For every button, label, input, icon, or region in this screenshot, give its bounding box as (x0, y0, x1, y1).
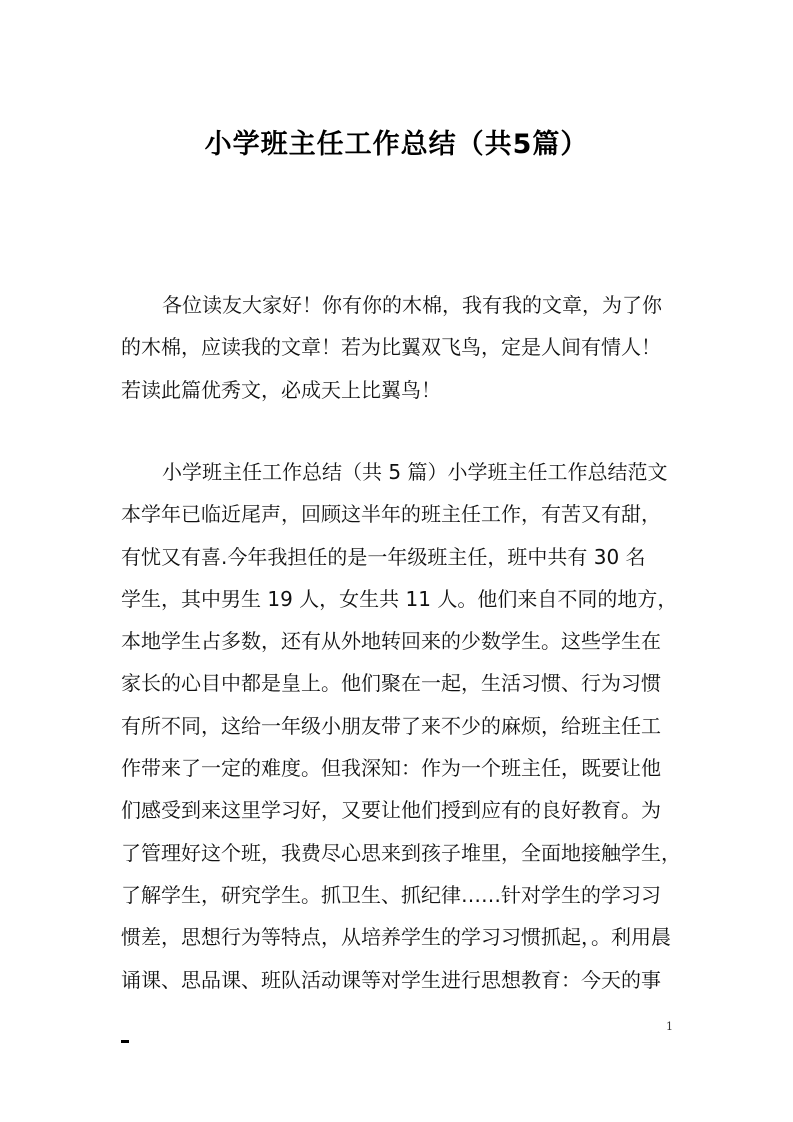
paragraph-line: 的木棉，应读我的文章！若为比翼双飞鸟，定是人间有情人！ (121, 335, 661, 360)
paragraph-line: 了管理好这个班，我费尽心思来到孩子堆里，全面地接触学生， (121, 840, 681, 865)
paragraph-line: 惯差，思想行为等特点，从培养学生的学习习惯抓起，。利用晨 (121, 925, 671, 950)
paragraph-line: 诵课、思品课、班队活动课等对学生进行思想教育：今天的事 (121, 967, 661, 992)
body-paragraph (121, 451, 681, 1001)
paragraph-line: 作带来了一定的难度。但我深知：作为一个班主任，既要让他 (121, 756, 661, 781)
paragraph-line: 本学年已临近尾声，回顾这半年的班主任工作，有苦又有甜， (121, 502, 661, 527)
paragraph-line: 小学班主任工作总结（共 5 篇）小学班主任工作总结范文 (162, 460, 668, 484)
paragraph-line: 各位读友大家好！你有你的木棉，我有我的文章，为了你 (162, 293, 662, 317)
page-number: 1 (666, 1020, 673, 1033)
paragraph-line: 本地学生占多数，还有从外地转回来的少数学生。这些学生在 (121, 629, 661, 654)
paragraph-line: 有所不同，这给一年级小朋友带了来不少的麻烦，给班主任工 (121, 713, 661, 738)
paragraph-line: 们感受到来这里学习好，又要让他们授到应有的良好教育。为 (121, 798, 661, 823)
intro-paragraph (121, 284, 681, 411)
paragraph-line: 家长的心目中都是皇上。他们聚在一起，生活习惯、行为习惯 (121, 671, 661, 696)
paragraph-line: 若读此篇优秀文，必成天上比翼鸟！ (121, 377, 441, 402)
paragraph-line: 有忧又有喜.今年我担任的是一年级班主任，班中共有 30 名 (121, 544, 646, 569)
document-title: 小学班主任工作总结（共5篇） (204, 129, 589, 160)
paragraph-line: 学生，其中男生 19 人，女生共 11 人。他们来自不同的地方， (121, 586, 678, 611)
paragraph-line: 了解学生，研究学生。抓卫生、抓纪律……针对学生的学习习 (121, 882, 661, 907)
footer-dash-mark (121, 1040, 129, 1043)
